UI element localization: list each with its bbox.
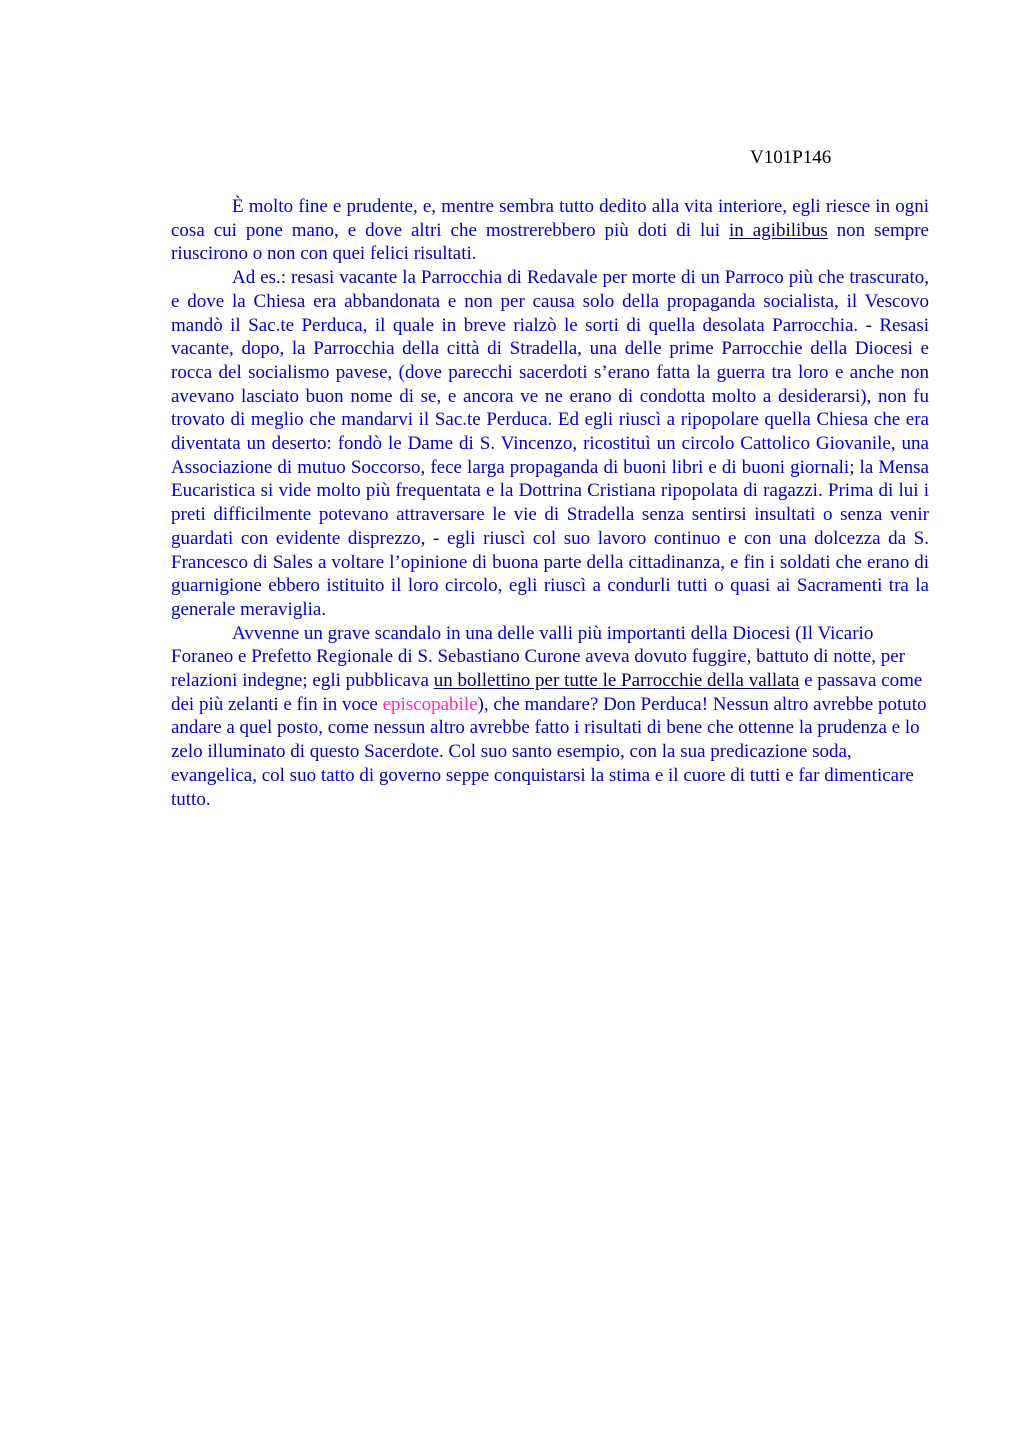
paragraph-2-text: Ad es.: resasi vacante la Parrocchia di Redavale per morte di un Parroco più che trascurato, e dove la Chiesa era abbandonata e non per causa solo della propaganda socialista, il Vescovo mandò il Sac.te Perduca, il quale in breve rialzò le sorti di quella desolata Parrocchia. - Resasi vacante, dopo, la Parrocchia della città di Stradella, una delle prime Parrocchie della Diocesi e rocca del socialismo pavese, (dove parecchi sacerdoti s’erano fatta la guerra tra loro e anche non avevano lasciato buon nome di se, e ancora ve ne erano di condotta molto a desiderarsi), non fu trovato di meglio che mandarvi il Sac.te Perduca. Ed egli riuscì a ripopolare quella Chiesa che era diventata un deserto: fondò le Dame di S. Vincenzo, ricostituì un circolo Cattolico Giovanile, una Associazione di mutuo Soccorso, fece larga propaganda di buoni libri e di buoni giornali; la Mensa Eucaristica si vide molto più frequentata e la Dottrina Cristiana ripopolata di ragazzi. Prima di lui i preti difficilmente potevano attraversare le vie di Stradella senza sentirsi insultati o senza venir guardati con evidente disprezzo, - egli riuscì col suo lavoro continuo e con una dolcezza da S. Francesco di Sales a voltare l’opinione di buona parte della cittadinanza, e fin i soldati che erano di guarnigione ebbero istituito il loro circolo, egli riuscì a condurli tutti o quasi ai Sacramenti tra la generale meraviglia. [171,267,929,620]
paragraph-1-text-end: non sempre riuscirono o non con quei felici risultati. [171,219,929,265]
paragraph-1-text: È molto fine e prudente, e, mentre sembra tutto dedito alla vita interiore, egli riesce in ogni cosa cui pone mano, e dove altri che mostrerebbero più doti di lui [171,196,929,241]
paragraph-3-text-end: ), che mandare? Don Perduca! Nessun altro avrebbe potuto andare a quel posto, come nessun altro avrebbe fatto i risultati di bene che ottenne la prudenza e lo zelo illuminato di questo Sacerdote. Col suo santo esempio, con la sua predicazione soda, evangelica, col suo tatto di governo seppe conquistarsi la stima e il cuore di tutti e far dimenticare tutto. [171,693,927,810]
paragraph-2 [171,266,929,622]
paragraph-3-text-mid: e passava come dei più zelanti e fin in voce [171,670,923,715]
paragraph-1 [171,195,929,266]
underlined-phrase: un bollettino per tutte le Parrocchie della vallata [433,670,800,692]
document-body [171,195,929,811]
highlighted-word: episcopabile [382,693,478,715]
underlined-phrase: in agibilibus [729,219,828,241]
page-id: V101P146 [750,147,832,168]
paragraph-3-text: Avvenne un grave scandalo in una delle valli più importanti della Diocesi (Il Vicario Foraneo e Prefetto Regionale di S. Sebastiano Curone aveva dovuto fuggire, battuto di notte, per relazioni indegne; egli pubblicava [171,622,905,692]
paragraph-3 [171,622,929,812]
